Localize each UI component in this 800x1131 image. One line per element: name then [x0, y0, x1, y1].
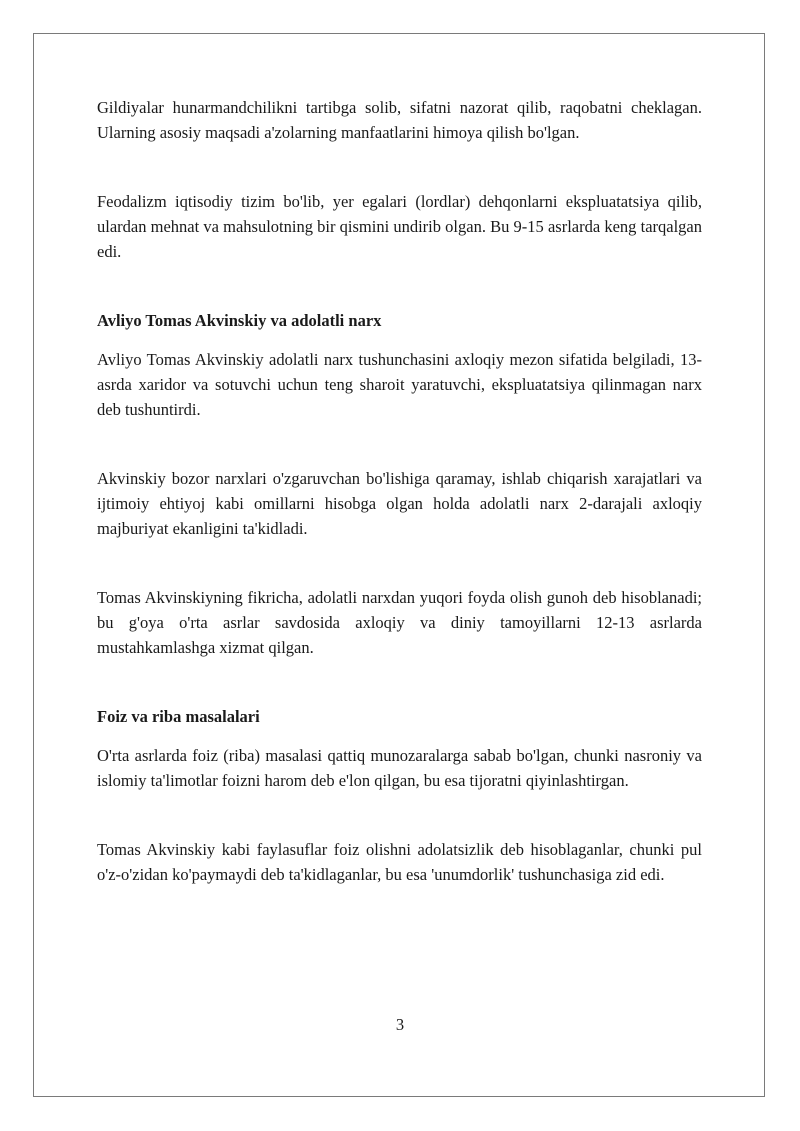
- paragraph-just-price-2: Akvinskiy bozor narxlari o'zgaruvchan bo'lishiga qaramay, ishlab chiqarish xarajatlari va ijtimoiy ehtiyoj kabi omillarni hisobga olgan holda adolatli narx 2-darajali axloqiy majburiyat ekanligini ta'kidladi.: [97, 469, 702, 538]
- page-number: 3: [395, 1015, 405, 1034]
- paragraph-just-price-1: Avliyo Tomas Akvinskiy adolatli narx tushunchasini axloqiy mezon sifatida belgiladi, 13-asrda xaridor va sotuvchi uchun teng sharoit yaratuvchi, ekspluatatsiya qilinmagan narx deb tushuntirdi.: [97, 350, 702, 419]
- section-heading-interest: Foiz va riba masalalari: [97, 707, 260, 726]
- paragraph-just-price-3: Tomas Akvinskiyning fikricha, adolatli narxdan yuqori foyda olish gunoh deb hisoblanadi; bu g'oya o'rta asrlar savdosida axloqiy va diniy tamoyillarni 12-13 asrlarda mustahkamlashga xizmat qilgan.: [97, 588, 702, 657]
- paragraph-interest-1: O'rta asrlarda foiz (riba) masalasi qattiq munozaralarga sabab bo'lgan, chunki nasroniy va islomiy ta'limotlar foizni harom deb e'lon qilgan, bu esa tijoratni qiyinlashtirgan.: [97, 746, 702, 790]
- section-heading-just-price: Avliyo Tomas Akvinskiy va adolatli narx: [97, 311, 382, 330]
- paragraph-guilds: Gildiyalar hunarmandchilikni tartibga solib, sifatni nazorat qilib, raqobatni cheklagan. Ularning asosiy maqsadi a'zolarning manfaatlarini himoya qilish bo'lgan.: [97, 98, 702, 142]
- document-body: [97, 95, 702, 887]
- paragraph-feudalism: Feodalizm iqtisodiy tizim bo'lib, yer egalari (lordlar) dehqonlarni ekspluatatsiya qilib, ulardan mehnat va mahsulotning bir qismini undirib olgan. Bu 9-15 asrlarda keng tarqalgan edi.: [97, 192, 702, 261]
- paragraph-interest-2: Tomas Akvinskiy kabi faylasuflar foiz olishni adolatsizlik deb hisoblaganlar, chunki pul o'z-o'zidan ko'paymaydi deb ta'kidlaganlar, bu esa 'unumdorlik' tushunchasiga zid edi.: [97, 840, 702, 884]
